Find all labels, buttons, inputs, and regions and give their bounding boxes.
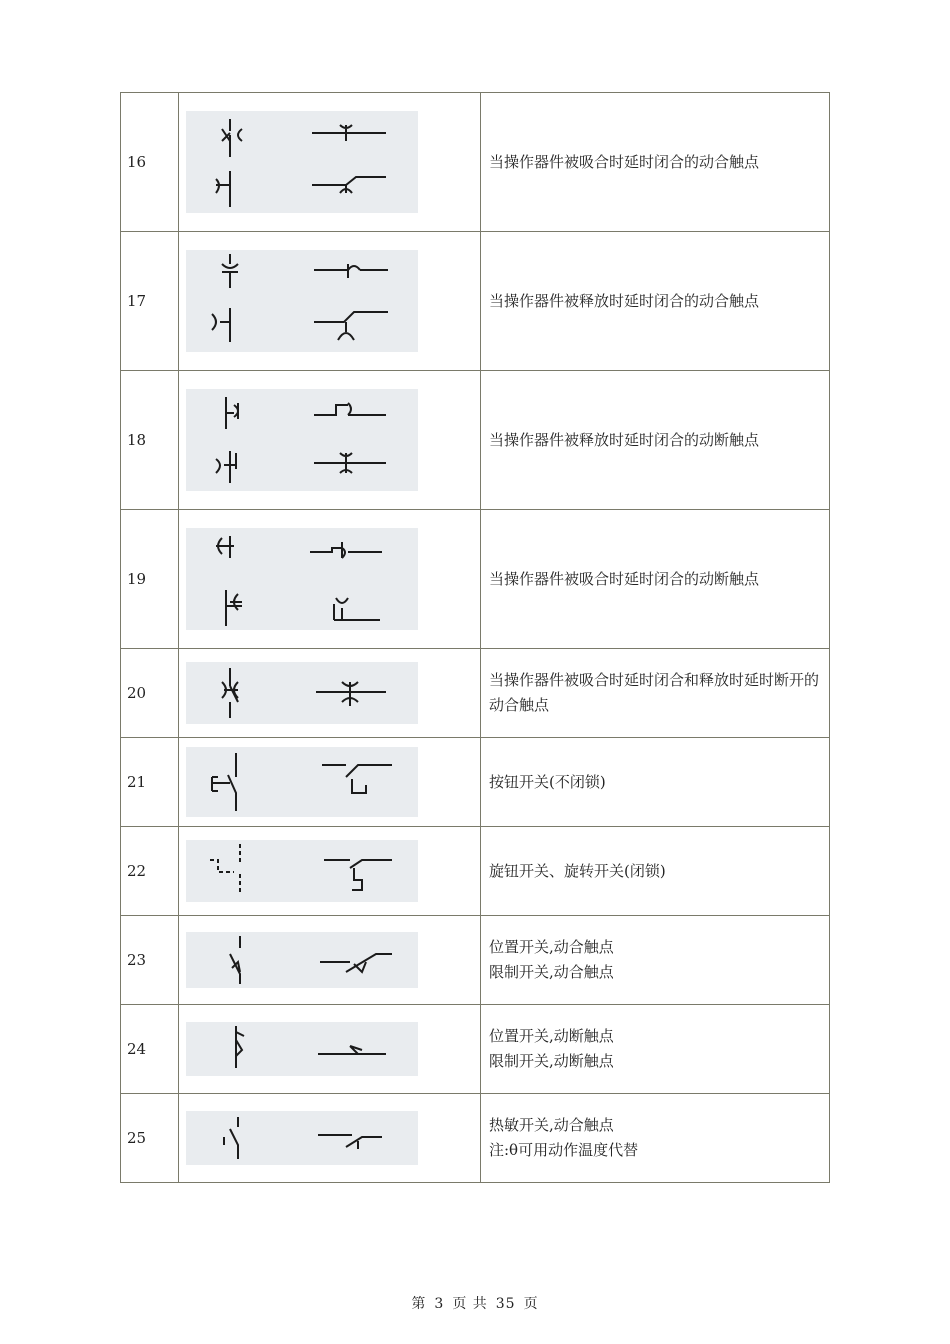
row-number: 18 <box>121 371 179 510</box>
row-description: 当操作器件被吸合时延时闭合的动断触点 <box>481 510 830 649</box>
total-pages: 35 <box>495 1296 516 1312</box>
row-description: 当操作器件被释放时延时闭合的动断触点 <box>481 371 830 510</box>
table-row <box>121 93 830 232</box>
delay-make-both-icon <box>186 662 418 724</box>
position-switch-break-icon <box>186 1022 418 1076</box>
table-row <box>121 738 830 827</box>
row-number: 19 <box>121 510 179 649</box>
row-description: 按钮开关(不闭锁) <box>481 738 830 827</box>
symbol-cell <box>179 371 481 510</box>
symbol-cell <box>179 232 481 371</box>
symbol-table <box>120 92 830 1183</box>
row-number: 16 <box>121 93 179 232</box>
push-button-switch-icon <box>186 747 418 817</box>
row-number: 22 <box>121 827 179 916</box>
row-description: 热敏开关,动合触点 注:θ可用动作温度代替 <box>481 1094 830 1183</box>
table-row <box>121 916 830 1005</box>
symbol-cell <box>179 510 481 649</box>
thermal-switch-icon <box>186 1111 418 1165</box>
position-switch-make-icon <box>186 932 418 988</box>
table-row <box>121 510 830 649</box>
row-description: 当操作器件被吸合时延时闭合的动合触点 <box>481 93 830 232</box>
rotary-switch-icon <box>186 840 418 902</box>
symbol-cell <box>179 916 481 1005</box>
row-description: 位置开关,动断触点 限制开关,动断触点 <box>481 1005 830 1094</box>
table-row <box>121 1005 830 1094</box>
delay-break-on-release-icon <box>186 389 418 491</box>
row-description: 当操作器件被释放时延时闭合的动合触点 <box>481 232 830 371</box>
row-number: 25 <box>121 1094 179 1183</box>
table-row <box>121 1094 830 1183</box>
row-number: 20 <box>121 649 179 738</box>
row-description: 位置开关,动合触点 限制开关,动合触点 <box>481 916 830 1005</box>
symbol-cell <box>179 649 481 738</box>
row-description: 旋钮开关、旋转开关(闭锁) <box>481 827 830 916</box>
table-row <box>121 827 830 916</box>
symbol-cell <box>179 1005 481 1094</box>
page-footer: 第 3 页 共 35 页 <box>411 1296 539 1312</box>
delay-make-on-release-icon <box>186 250 418 352</box>
row-number: 24 <box>121 1005 179 1094</box>
delay-break-on-operate-icon <box>186 528 418 630</box>
row-number: 17 <box>121 232 179 371</box>
symbol-cell <box>179 1094 481 1183</box>
symbol-cell <box>179 827 481 916</box>
current-page: 3 <box>434 1296 445 1312</box>
table-row <box>121 371 830 510</box>
delay-make-on-operate-icon <box>186 111 418 213</box>
row-number: 21 <box>121 738 179 827</box>
row-description: 当操作器件被吸合时延时闭合和释放时延时断开的动合触点 <box>481 649 830 738</box>
table-row <box>121 649 830 738</box>
symbol-cell <box>179 93 481 232</box>
table-row <box>121 232 830 371</box>
symbol-cell <box>179 738 481 827</box>
row-number: 23 <box>121 916 179 1005</box>
